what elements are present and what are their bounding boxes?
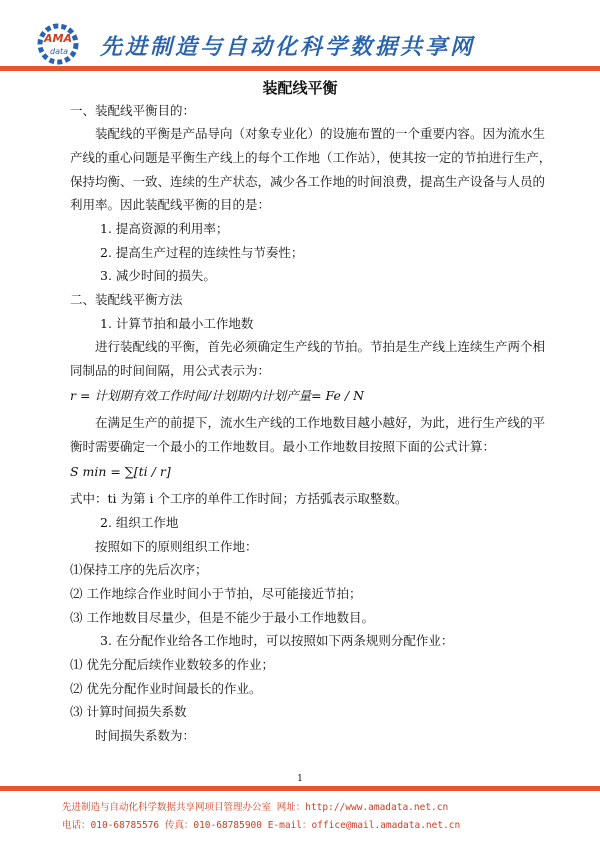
page-header	[0, 0, 600, 72]
paragraph-line: 式中：ti 为第 i 个工序的单件工作时间；方括弧表示取整数。	[70, 491, 408, 506]
list-item: 2. 提高生产过程的连续性与节奏性；	[100, 245, 304, 260]
paragraph-line: 产线的重心问题是平衡生产线上的每个工作地（工作站），使其按一定的节拍进行生产，	[70, 150, 552, 165]
paragraph-line: 保持均衡、一致、连续的生产状态，减少各工作地的时间浪费，提高生产设备与人员的	[70, 174, 546, 189]
paragraph-line: 时间损失系数为：	[95, 728, 196, 743]
paragraph-line: 衡时需要确定一个最小的工作地数目。最小工作地数目按照下面的公式计算：	[70, 439, 496, 454]
list-item: ⑶ 计算时间损失系数	[70, 704, 187, 719]
ama-data-logo	[30, 22, 92, 66]
list-item: ⑴ 优先分配后续作业数较多的作业；	[70, 657, 274, 672]
svg-text:data: data	[50, 47, 69, 56]
paragraph-line: 利用率。因此装配线平衡的目的是：	[70, 197, 271, 212]
page-footer	[0, 791, 600, 850]
site-title: 先进制造与自动化科学数据共享网	[100, 34, 476, 60]
paragraph-line: 装配线的平衡是产品导向（对象专业化）的设施布置的一个重要内容。因为流水生	[95, 126, 546, 141]
footer-office-line: 先进制造与自动化科学数据共享网项目管理办公室 网址：http://www.amadata.net.cn	[62, 802, 449, 813]
paragraph-line: 按照如下的原则组织工作地：	[95, 539, 258, 554]
paragraph-line: 进行装配线的平衡，首先必须确定生产线的节拍。节拍是生产线上连续生产两个相	[95, 339, 546, 354]
list-item: ⑵ 优先分配作业时间最长的作业。	[70, 681, 262, 696]
page-number: 1	[297, 774, 303, 784]
footer-contact-line: 电话：010-68785576 传真：010-68785900 E-mail：office@mail.amadata.net.cn	[62, 820, 461, 831]
list-item: 1. 提高资源的利用率；	[100, 221, 229, 236]
formula-min-workstations: S min = ∑[ti / r]	[70, 464, 171, 479]
svg-text:AMA: AMA	[44, 32, 72, 45]
list-item: 3. 减少时间的损失。	[100, 268, 216, 283]
document-title: 装配线平衡	[262, 79, 338, 97]
subheading: 2. 组织工作地	[100, 515, 179, 530]
list-item: ⑵ 工作地综合作业时间小于节拍，尽可能接近节拍；	[70, 586, 362, 601]
paragraph-line: 同制品的时间间隔，用公式表示为：	[70, 363, 271, 378]
header-rule	[0, 66, 600, 71]
subheading: 1. 计算节拍和最小工作地数	[100, 316, 254, 331]
section-heading-method: 二、装配线平衡方法	[70, 292, 183, 307]
list-item: ⑴保持工序的先后次序；	[70, 562, 208, 577]
formula-takt-time: r = 计划期有效工作时间/计划期内计划产量= Fe / N	[70, 388, 365, 403]
section-heading-purpose: 一、装配线平衡目的：	[70, 103, 196, 118]
subheading: 3. 在分配作业给各工作地时，可以按照如下两条规则分配作业：	[100, 633, 454, 648]
paragraph-line: 在满足生产的前提下，流水生产线的工作地数目越小越好，为此，进行生产线的平	[95, 415, 546, 430]
list-item: ⑶ 工作地数目尽量少，但是不能少于最小工作地数目。	[70, 610, 374, 625]
